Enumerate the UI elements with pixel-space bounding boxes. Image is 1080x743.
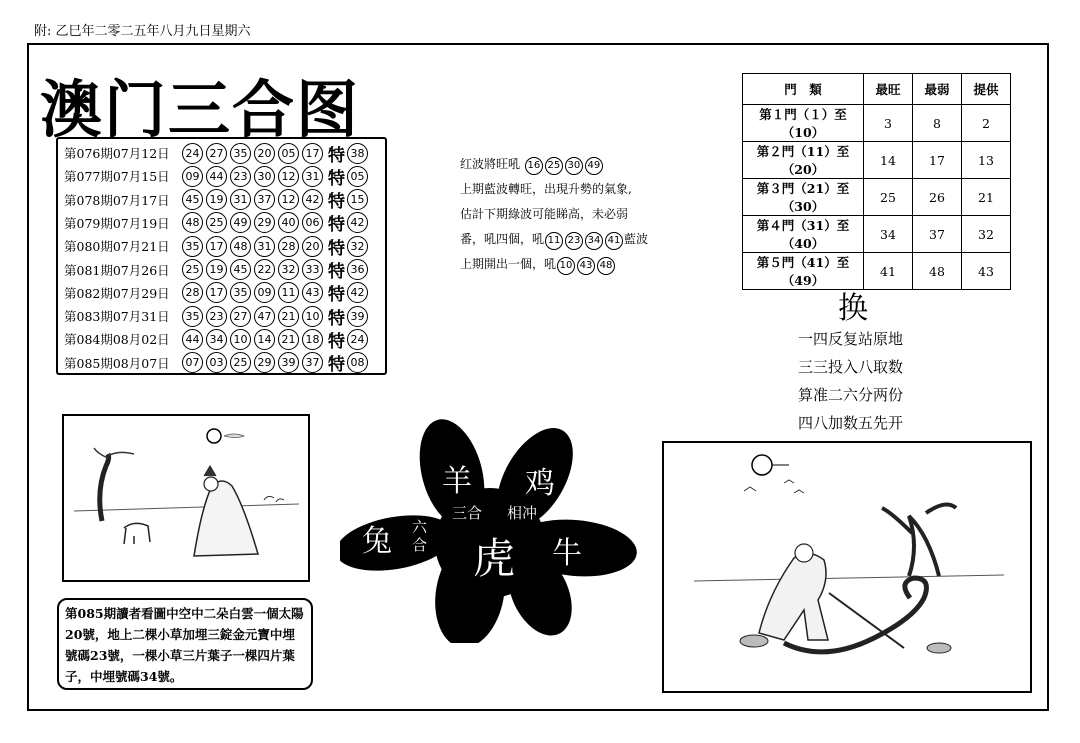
special-marker: 特 xyxy=(328,215,345,236)
door-table-cell: 37 xyxy=(913,216,962,253)
number-ball: 31 xyxy=(302,166,323,187)
period-row xyxy=(64,212,371,234)
number-ball: 10 xyxy=(302,306,323,327)
number-ball: 43 xyxy=(302,282,323,303)
wave-line-3-pre: 番，吼四個，吼 xyxy=(460,232,545,246)
door-table-cell: 34 xyxy=(864,216,913,253)
zodiac-flower xyxy=(340,418,640,643)
wave-line-3-numbers xyxy=(544,232,624,246)
wave-line-4 xyxy=(460,252,648,277)
circled-number: 34 xyxy=(585,232,603,250)
period-row xyxy=(64,305,371,327)
circled-number: 48 xyxy=(597,257,615,275)
number-ball: 37 xyxy=(254,189,275,210)
wave-line-4-pre: 上期開出一個，吼 xyxy=(460,257,557,271)
special-number-ball: 38 xyxy=(347,143,368,164)
number-ball: 44 xyxy=(206,166,227,187)
zodiac-rabbit: 兔 xyxy=(362,524,392,559)
wave-line-2: 估計下期綠波可能睇高，未必弱 xyxy=(460,207,629,221)
number-ball: 17 xyxy=(206,236,227,257)
door-table-cell: 第４門（31）至（40） xyxy=(743,216,864,253)
special-marker: 特 xyxy=(328,145,345,166)
door-table-header-row xyxy=(743,74,1011,105)
number-ball: 21 xyxy=(278,329,299,350)
number-ball: 48 xyxy=(182,212,203,233)
door-table-row xyxy=(743,105,1011,142)
wave-head-numbers xyxy=(524,157,604,171)
door-table-cell: 14 xyxy=(864,142,913,179)
door-table-cell: 17 xyxy=(913,142,962,179)
number-ball: 44 xyxy=(182,329,203,350)
wave-line-3 xyxy=(460,227,648,252)
circled-number: 30 xyxy=(565,157,583,175)
number-ball: 25 xyxy=(206,212,227,233)
number-ball: 19 xyxy=(206,259,227,280)
door-table-cell: 48 xyxy=(913,253,962,290)
number-ball: 28 xyxy=(182,282,203,303)
circled-number: 10 xyxy=(557,257,575,275)
poem-line-4: 四八加数五先开 xyxy=(798,414,904,432)
special-number-ball: 36 xyxy=(347,259,368,280)
special-marker: 特 xyxy=(328,308,345,329)
door-table-cell: 第２門（11）至（20） xyxy=(743,142,864,179)
door-table-cell: 2 xyxy=(962,105,1011,142)
door-table-cell: 26 xyxy=(913,179,962,216)
door-table-row xyxy=(743,142,1011,179)
number-ball: 27 xyxy=(206,143,227,164)
special-number-ball: 32 xyxy=(347,236,368,257)
number-ball: 25 xyxy=(182,259,203,280)
circled-number: 23 xyxy=(565,232,583,250)
special-marker: 特 xyxy=(328,331,345,352)
door-table-row xyxy=(743,216,1011,253)
wave-line-1: 上期藍波轉旺，出現升勢的氣象, xyxy=(460,182,632,196)
number-ball: 09 xyxy=(182,166,203,187)
wave-head-text: 红波將旺吼 xyxy=(460,157,521,171)
door-table-cell: 25 xyxy=(864,179,913,216)
special-marker: 特 xyxy=(328,285,345,306)
period-label: 第078期07月17日 xyxy=(64,192,170,208)
number-ball: 34 xyxy=(206,329,227,350)
period-label: 第082期07月29日 xyxy=(64,285,170,301)
page-title: 澳门三合图 xyxy=(40,73,361,146)
period-row xyxy=(64,282,371,304)
number-ball: 05 xyxy=(278,143,299,164)
number-ball: 29 xyxy=(254,352,275,373)
number-ball: 35 xyxy=(230,282,251,303)
period-label: 第080期07月21日 xyxy=(64,239,170,255)
number-ball: 22 xyxy=(254,259,275,280)
period-row xyxy=(64,328,371,350)
period-row xyxy=(64,259,371,281)
number-ball: 27 xyxy=(230,306,251,327)
door-table-cell: 32 xyxy=(962,216,1011,253)
number-ball: 33 xyxy=(302,259,323,280)
number-ball: 45 xyxy=(230,259,251,280)
illustration-right xyxy=(662,441,1032,693)
riddle-text: 第085期讀者看圖中空中二朵白雲一個太陽20號，地上二棵小草加埋三錠金元寶中埋號碼23號，一棵小草三片葉子一棵四片葉子，中埋號碼34號。 xyxy=(57,598,313,690)
special-number-ball: 39 xyxy=(347,306,368,327)
wave-head-line xyxy=(460,152,648,177)
door-table-cell: 13 xyxy=(962,142,1011,179)
label-liuhe: 六合 xyxy=(412,518,428,554)
door-table-row xyxy=(743,179,1011,216)
number-ball: 28 xyxy=(278,236,299,257)
sun-icon xyxy=(207,429,221,443)
period-row xyxy=(64,165,371,187)
special-marker: 特 xyxy=(328,262,345,282)
special-number-ball: 08 xyxy=(347,352,368,373)
door-header-category: 門 類 xyxy=(743,74,864,105)
number-ball: 23 xyxy=(206,306,227,327)
number-ball: 09 xyxy=(254,282,275,303)
wave-line-4-numbers xyxy=(556,257,616,271)
number-ball: 17 xyxy=(302,143,323,164)
period-results-box xyxy=(56,137,387,375)
number-ball: 24 xyxy=(182,143,203,164)
number-ball: 30 xyxy=(254,166,275,187)
sun-icon xyxy=(752,455,772,475)
special-marker: 特 xyxy=(328,238,345,259)
special-marker: 特 xyxy=(328,355,345,376)
number-ball: 20 xyxy=(302,236,323,257)
number-ball: 35 xyxy=(230,143,251,164)
special-number-ball: 15 xyxy=(347,189,368,210)
door-table-body xyxy=(743,105,1011,290)
door-table-cell: 第１門（１）至（10） xyxy=(743,105,864,142)
door-header-cold: 最弱 xyxy=(913,74,962,105)
door-header-hot: 最旺 xyxy=(864,74,913,105)
special-number-ball: 42 xyxy=(347,212,368,233)
period-row xyxy=(64,142,371,164)
number-ball: 32 xyxy=(278,259,299,280)
period-label: 第076期07月12日 xyxy=(64,146,170,161)
number-ball: 40 xyxy=(278,212,299,233)
number-ball: 45 xyxy=(182,189,203,210)
special-number-ball: 24 xyxy=(347,329,368,350)
poem-line-1: 一四反复站原地 xyxy=(798,330,904,348)
zodiac-goat: 羊 xyxy=(442,464,472,499)
number-ball: 47 xyxy=(254,306,275,327)
door-table-cell: 第５門（41）至（49） xyxy=(743,253,864,290)
number-ball: 21 xyxy=(278,306,299,327)
number-ball: 14 xyxy=(254,329,275,350)
door-header-provide: 提供 xyxy=(962,74,1011,105)
number-ball: 39 xyxy=(278,352,299,373)
number-ball: 12 xyxy=(278,189,299,210)
number-ball: 12 xyxy=(278,166,299,187)
period-label: 第081期07月26日 xyxy=(64,262,170,278)
number-ball: 20 xyxy=(254,143,275,164)
number-ball: 35 xyxy=(182,306,203,327)
door-category-table xyxy=(742,73,1011,290)
period-label: 第077期07月15日 xyxy=(64,169,170,185)
poem-line-3: 算准二六分两份 xyxy=(798,386,904,404)
circled-number: 43 xyxy=(577,257,595,275)
number-ball: 31 xyxy=(254,236,275,257)
number-ball: 07 xyxy=(182,352,203,373)
special-number-ball: 42 xyxy=(347,282,368,303)
zodiac-rooster: 鸡 xyxy=(525,466,555,501)
woman-and-dog-illustration xyxy=(64,416,308,580)
period-row xyxy=(64,352,371,374)
period-label: 第083期07月31日 xyxy=(64,309,170,325)
zodiac-tiger: 虎 xyxy=(473,534,516,583)
poem-line-2: 三三投入八取数 xyxy=(798,358,904,376)
circled-number: 49 xyxy=(585,157,603,175)
door-table-cell: 41 xyxy=(864,253,913,290)
number-ball: 10 xyxy=(230,329,251,350)
door-table-cell: 第３門（21）至（30） xyxy=(743,179,864,216)
label-sanhe: 三合 xyxy=(452,504,483,522)
period-row xyxy=(64,189,371,211)
header-note: 附: 乙巳年二零二五年八月九日星期六 xyxy=(34,24,251,39)
number-ball: 23 xyxy=(230,166,251,187)
number-ball: 19 xyxy=(206,189,227,210)
door-table-cell: 43 xyxy=(962,253,1011,290)
number-ball: 06 xyxy=(302,212,323,233)
period-label: 第084期08月02日 xyxy=(64,332,170,348)
circled-number: 16 xyxy=(525,157,543,175)
number-ball: 42 xyxy=(302,189,323,210)
zodiac-ox: 牛 xyxy=(552,536,582,571)
number-ball: 11 xyxy=(278,282,299,303)
number-ball: 49 xyxy=(230,212,251,233)
label-xiangchong: 相冲 xyxy=(507,504,538,522)
circled-number: 11 xyxy=(545,232,563,250)
illustration-left xyxy=(62,414,310,582)
special-number-ball: 05 xyxy=(347,166,368,187)
number-ball: 03 xyxy=(206,352,227,373)
special-marker: 特 xyxy=(328,192,345,213)
number-ball: 48 xyxy=(230,236,251,257)
door-table-cell: 3 xyxy=(864,105,913,142)
wave-commentary xyxy=(460,152,648,277)
circled-number: 41 xyxy=(605,232,623,250)
warrior-and-snake-illustration xyxy=(664,443,1030,691)
circled-number: 25 xyxy=(545,157,563,175)
number-ball: 29 xyxy=(254,212,275,233)
period-label: 第079期07月19日 xyxy=(64,215,170,231)
number-ball: 25 xyxy=(230,352,251,373)
number-ball: 35 xyxy=(182,236,203,257)
swap-title: 换 xyxy=(838,291,868,326)
number-ball: 37 xyxy=(302,352,323,373)
number-ball: 18 xyxy=(302,329,323,350)
special-marker: 特 xyxy=(328,168,345,189)
door-table-cell: 21 xyxy=(962,179,1011,216)
number-ball: 31 xyxy=(230,189,251,210)
door-table-cell: 8 xyxy=(913,105,962,142)
wave-line-3-post: 藍波 xyxy=(624,232,649,246)
period-row xyxy=(64,235,371,257)
door-table-row xyxy=(743,253,1011,290)
number-ball: 17 xyxy=(206,282,227,303)
period-label: 第085期08月07日 xyxy=(64,355,170,371)
